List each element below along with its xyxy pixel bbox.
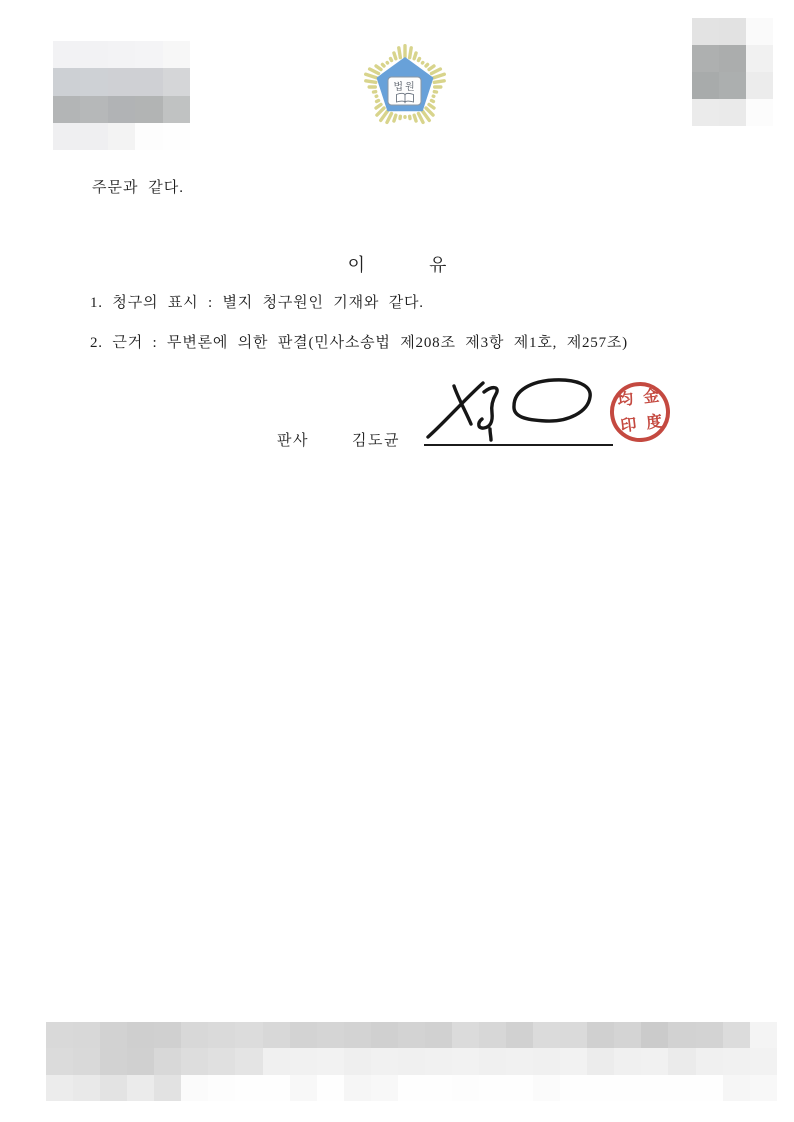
seal-char-bottom-right: 度 — [645, 413, 664, 433]
judge-title: 판사 — [277, 433, 309, 449]
order-text: 주문과 같다. — [92, 180, 184, 196]
emblem-label: 법원 — [393, 82, 417, 93]
redacted-block-bottom — [46, 1022, 777, 1101]
reason-heading-left: 이 — [347, 255, 365, 275]
court-emblem — [357, 42, 453, 134]
signature-line — [424, 444, 613, 446]
judge-signature — [420, 372, 620, 452]
redacted-block-top-left — [53, 41, 190, 150]
signature-strokes — [428, 380, 590, 440]
judge-name: 김도균 — [351, 433, 400, 449]
reason-item-1: 1. 청구의 표시 : 별지 청구원인 기재와 같다. — [90, 295, 424, 311]
redacted-block-top-right — [692, 18, 773, 126]
judge-row — [277, 429, 400, 450]
seal-char-top-left: 均 — [616, 390, 635, 410]
reason-heading — [0, 251, 794, 277]
seal-char-top-right: 金 — [642, 387, 661, 407]
seal-char-bottom-left: 印 — [619, 416, 638, 436]
reason-item-2: 2. 근거 : 무변론에 의한 판결(민사소송법 제208조 제3항 제1호, 제257조) — [90, 335, 628, 351]
reason-heading-right: 유 — [429, 255, 447, 275]
emblem-book-icon — [397, 93, 414, 102]
